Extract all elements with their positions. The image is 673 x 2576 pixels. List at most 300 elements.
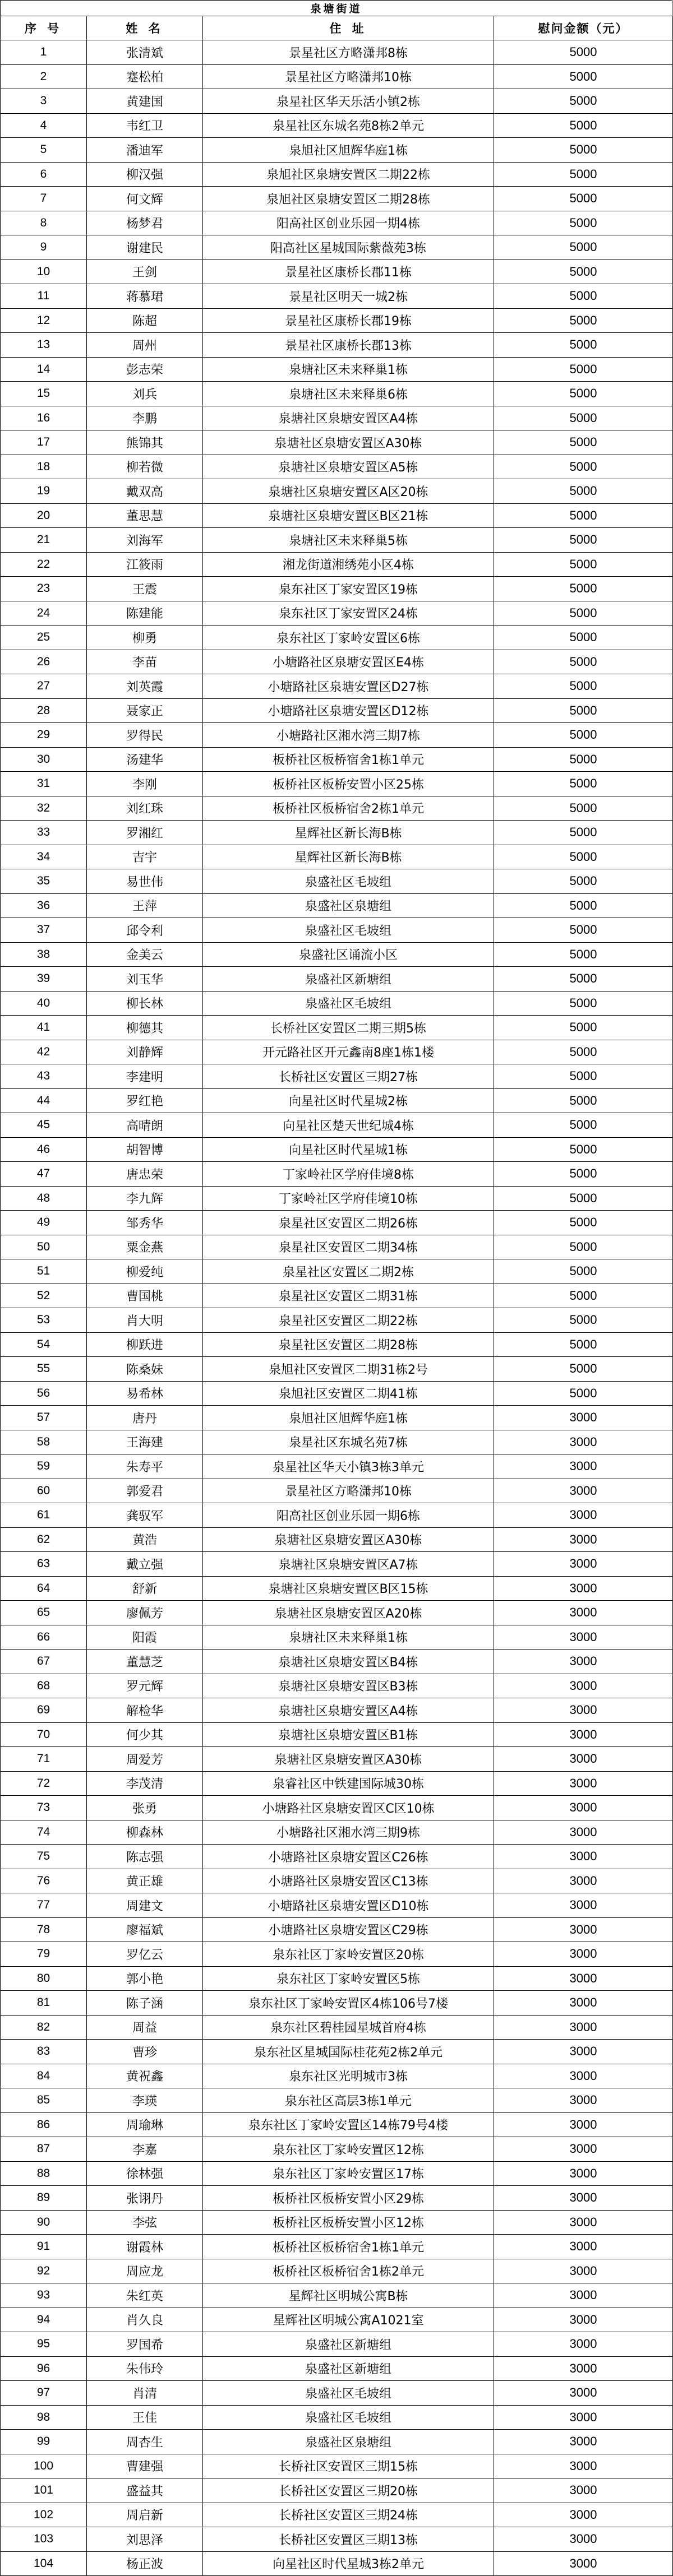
cell-name: 董思慧 <box>87 503 203 528</box>
table-row <box>1 918 673 943</box>
cell-amount: 5000 <box>494 845 673 869</box>
cell-address: 泉旭社区安置区二期31栋2号 <box>203 1357 494 1382</box>
cell-seq: 77 <box>1 1893 87 1918</box>
cell-name: 张勇 <box>87 1796 203 1820</box>
cell-amount: 5000 <box>494 113 673 138</box>
cell-amount: 3000 <box>494 2381 673 2406</box>
sheet-title: 泉塘街道 <box>0 0 672 16</box>
table-row <box>1 772 673 796</box>
cell-seq: 47 <box>1 1162 87 1187</box>
cell-name: 蒋慕珺 <box>87 284 203 309</box>
cell-seq: 18 <box>1 455 87 479</box>
cell-amount: 3000 <box>494 2527 673 2552</box>
table-row <box>1 991 673 1016</box>
cell-seq: 71 <box>1 1747 87 1772</box>
table-row <box>1 1722 673 1747</box>
cell-seq: 95 <box>1 2332 87 2357</box>
cell-seq: 21 <box>1 528 87 553</box>
cell-address: 板桥社区板桥宿舍1栋2单元 <box>203 2259 494 2283</box>
cell-address: 长桥社区安置区三期27栋 <box>203 1064 494 1089</box>
cell-amount: 3000 <box>494 2235 673 2259</box>
table-row <box>1 2161 673 2186</box>
table-row <box>1 1698 673 1723</box>
cell-seq: 87 <box>1 2137 87 2162</box>
cell-address: 向星社区时代星城1栋 <box>203 1137 494 1162</box>
cell-amount: 3000 <box>494 2332 673 2357</box>
cell-amount: 5000 <box>494 528 673 553</box>
cell-amount: 5000 <box>494 796 673 821</box>
cell-name: 郭小艳 <box>87 1966 203 1991</box>
cell-seq: 34 <box>1 845 87 869</box>
table-row <box>1 503 673 528</box>
table-row <box>1 1601 673 1625</box>
table-row <box>1 1357 673 1382</box>
cell-seq: 102 <box>1 2503 87 2527</box>
cell-amount: 3000 <box>494 2430 673 2454</box>
table-row <box>1 2478 673 2503</box>
cell-seq: 75 <box>1 1845 87 1869</box>
table-row <box>1 2454 673 2478</box>
cell-address: 泉东社区高层3栋1单元 <box>203 2088 494 2113</box>
cell-seq: 59 <box>1 1454 87 1479</box>
cell-address: 泉旭社区安置区二期41栋 <box>203 1381 494 1406</box>
table-row <box>1 1674 673 1698</box>
table-row <box>1 1332 673 1357</box>
table-row <box>1 1942 673 1967</box>
cell-amount: 5000 <box>494 1357 673 1382</box>
cell-name: 解检华 <box>87 1698 203 1723</box>
cell-amount: 5000 <box>494 211 673 235</box>
cell-address: 小塘路社区泉塘安置区E4栋 <box>203 650 494 674</box>
cell-name: 韦红卫 <box>87 113 203 138</box>
cell-name: 徐林强 <box>87 2161 203 2186</box>
cell-seq: 103 <box>1 2527 87 2552</box>
table-row <box>1 382 673 406</box>
cell-seq: 23 <box>1 577 87 601</box>
cell-address: 景星社区方略潇邦10栋 <box>203 64 494 89</box>
cell-address: 小塘路社区泉塘安置区D12栋 <box>203 698 494 723</box>
table-row <box>1 1796 673 1820</box>
table-row <box>1 2551 673 2576</box>
cell-address: 泉塘社区泉塘安置区A30栋 <box>203 430 494 455</box>
table-row <box>1 1771 673 1796</box>
cell-seq: 42 <box>1 1040 87 1064</box>
cell-name: 戴立强 <box>87 1552 203 1577</box>
cell-name: 李茂清 <box>87 1771 203 1796</box>
table-row <box>1 1186 673 1211</box>
cell-address: 阳高社区创业乐园一期6栋 <box>203 1503 494 1528</box>
cell-name: 黄祝鑫 <box>87 2064 203 2088</box>
cell-seq: 51 <box>1 1259 87 1284</box>
cell-amount: 5000 <box>494 991 673 1016</box>
cell-name: 彭志荣 <box>87 357 203 382</box>
cell-amount: 5000 <box>494 138 673 163</box>
table-row <box>1 1284 673 1308</box>
cell-address: 景星社区方略潇邦10栋 <box>203 1479 494 1503</box>
cell-seq: 30 <box>1 747 87 772</box>
cell-seq: 7 <box>1 187 87 211</box>
cell-address: 开元路社区开元鑫南8座1栋1楼 <box>203 1040 494 1064</box>
table-row <box>1 1576 673 1601</box>
cell-seq: 80 <box>1 1966 87 1991</box>
cell-seq: 6 <box>1 162 87 187</box>
cell-amount: 5000 <box>494 1381 673 1406</box>
cell-address: 泉塘社区泉塘安置区A30栋 <box>203 1747 494 1772</box>
table-row <box>1 333 673 358</box>
cell-seq: 19 <box>1 479 87 504</box>
cell-name: 何文辉 <box>87 187 203 211</box>
cell-name: 谢建民 <box>87 235 203 260</box>
cell-address: 泉东社区丁家岭安置区17栋 <box>203 2161 494 2186</box>
cell-address: 泉盛社区泉塘组 <box>203 893 494 918</box>
cell-name: 陈志强 <box>87 1845 203 1869</box>
cell-seq: 88 <box>1 2161 87 2186</box>
cell-seq: 82 <box>1 2015 87 2040</box>
cell-seq: 24 <box>1 601 87 626</box>
cell-amount: 3000 <box>494 2040 673 2064</box>
cell-name: 廖福斌 <box>87 1917 203 1942</box>
cell-seq: 90 <box>1 2210 87 2235</box>
cell-name: 刘静辉 <box>87 1040 203 1064</box>
cell-seq: 17 <box>1 430 87 455</box>
table-row <box>1 187 673 211</box>
cell-name: 张清斌 <box>87 40 203 65</box>
cell-amount: 5000 <box>494 650 673 674</box>
table-row <box>1 674 673 699</box>
cell-address: 小塘路社区泉塘安置区C13栋 <box>203 1869 494 1893</box>
cell-amount: 3000 <box>494 1869 673 1893</box>
cell-seq: 36 <box>1 893 87 918</box>
table-row <box>1 601 673 626</box>
cell-amount: 5000 <box>494 40 673 65</box>
header-row <box>1 16 673 40</box>
cell-name: 潘迪军 <box>87 138 203 163</box>
table-row <box>1 2015 673 2040</box>
cell-seq: 65 <box>1 1601 87 1625</box>
cell-address: 泉睿社区中铁建国际城30栋 <box>203 1771 494 1796</box>
cell-name: 陈建能 <box>87 601 203 626</box>
cell-amount: 5000 <box>494 1088 673 1113</box>
cell-amount: 3000 <box>494 2137 673 2162</box>
table-row <box>1 2137 673 2162</box>
cell-seq: 101 <box>1 2478 87 2503</box>
cell-amount: 3000 <box>494 1406 673 1430</box>
table-row <box>1 2040 673 2064</box>
table-row <box>1 1966 673 1991</box>
cell-address: 长桥社区安置区三期13栋 <box>203 2527 494 2552</box>
cell-seq: 89 <box>1 2186 87 2211</box>
table-row <box>1 626 673 650</box>
table-row <box>1 2112 673 2137</box>
cell-address: 泉旭社区泉塘安置区二期28栋 <box>203 187 494 211</box>
table-row <box>1 2308 673 2332</box>
cell-name: 柳爱纯 <box>87 1259 203 1284</box>
table-row <box>1 2381 673 2406</box>
cell-name: 朱红英 <box>87 2283 203 2308</box>
cell-amount: 5000 <box>494 942 673 967</box>
cell-name: 柳森林 <box>87 1820 203 1845</box>
cell-seq: 20 <box>1 503 87 528</box>
cell-seq: 32 <box>1 796 87 821</box>
cell-amount: 5000 <box>494 674 673 699</box>
cell-seq: 33 <box>1 821 87 845</box>
cell-name: 盛益其 <box>87 2478 203 2503</box>
cell-seq: 14 <box>1 357 87 382</box>
cell-address: 泉星社区东城名苑8栋2单元 <box>203 113 494 138</box>
cell-amount: 5000 <box>494 1040 673 1064</box>
cell-amount: 5000 <box>494 577 673 601</box>
table-row <box>1 1211 673 1235</box>
cell-amount: 3000 <box>494 2478 673 2503</box>
cell-amount: 3000 <box>494 2356 673 2381</box>
cell-address: 泉盛社区新塘组 <box>203 2356 494 2381</box>
cell-name: 李苗 <box>87 650 203 674</box>
cell-name: 何少其 <box>87 1722 203 1747</box>
table-row <box>1 1893 673 1918</box>
cell-name: 罗得民 <box>87 723 203 748</box>
cell-address: 星辉社区新长海B栋 <box>203 821 494 845</box>
cell-address: 向星社区时代星城3栋2单元 <box>203 2551 494 2576</box>
cell-amount: 3000 <box>494 1601 673 1625</box>
table-row <box>1 1235 673 1259</box>
cell-name: 杨正波 <box>87 2551 203 2576</box>
cell-address: 泉盛社区毛坡组 <box>203 869 494 894</box>
cell-name: 聂家正 <box>87 698 203 723</box>
cell-address: 景星社区康桥长郡19栋 <box>203 308 494 333</box>
cell-address: 泉塘社区泉塘安置区A4栋 <box>203 1698 494 1723</box>
cell-amount: 5000 <box>494 162 673 187</box>
cell-address: 泉塘社区泉塘安置区B区21栋 <box>203 503 494 528</box>
cell-seq: 10 <box>1 260 87 284</box>
cell-address: 泉东社区丁家岭安置区14栋79号4楼 <box>203 2112 494 2137</box>
cell-address: 泉旭社区旭辉华庭1栋 <box>203 138 494 163</box>
cell-address: 小塘路社区湘水湾三期7栋 <box>203 723 494 748</box>
table-row <box>1 2503 673 2527</box>
cell-amount: 5000 <box>494 357 673 382</box>
cell-address: 泉旭社区旭辉华庭1栋 <box>203 1406 494 1430</box>
cell-amount: 5000 <box>494 455 673 479</box>
cell-name: 周州 <box>87 333 203 358</box>
table-row <box>1 1845 673 1869</box>
cell-seq: 41 <box>1 1016 87 1040</box>
header-seq: 序 号 <box>1 16 87 40</box>
cell-name: 陈桑妹 <box>87 1357 203 1382</box>
cell-name: 高晴朗 <box>87 1113 203 1138</box>
cell-seq: 86 <box>1 2112 87 2137</box>
table-row <box>1 2356 673 2381</box>
table-row <box>1 1137 673 1162</box>
cell-seq: 40 <box>1 991 87 1016</box>
cell-name: 柳勇 <box>87 626 203 650</box>
cell-seq: 73 <box>1 1796 87 1820</box>
cell-amount: 5000 <box>494 967 673 992</box>
cell-name: 王海建 <box>87 1430 203 1454</box>
cell-amount: 5000 <box>494 89 673 114</box>
table-row <box>1 260 673 284</box>
cell-name: 周益 <box>87 2015 203 2040</box>
cell-address: 泉东社区丁家岭安置区4栋106号7楼 <box>203 1991 494 2016</box>
cell-amount: 5000 <box>494 1162 673 1187</box>
cell-amount: 3000 <box>494 2161 673 2186</box>
cell-seq: 78 <box>1 1917 87 1942</box>
cell-seq: 39 <box>1 967 87 992</box>
cell-amount: 5000 <box>494 869 673 894</box>
cell-address: 泉星社区安置区二期31栋 <box>203 1284 494 1308</box>
cell-seq: 69 <box>1 1698 87 1723</box>
cell-seq: 11 <box>1 284 87 309</box>
cell-address: 泉塘社区未来释巢1栋 <box>203 1625 494 1650</box>
cell-name: 刘思泽 <box>87 2527 203 2552</box>
cell-address: 泉东社区碧桂园星城首府4栋 <box>203 2015 494 2040</box>
table-row <box>1 113 673 138</box>
cell-seq: 44 <box>1 1088 87 1113</box>
cell-name: 周瑜琳 <box>87 2112 203 2137</box>
cell-amount: 3000 <box>494 2112 673 2137</box>
cell-address: 板桥社区板桥宿舍1栋1单元 <box>203 2235 494 2259</box>
cell-seq: 99 <box>1 2430 87 2454</box>
cell-seq: 68 <box>1 1674 87 1698</box>
cell-name: 吉宇 <box>87 845 203 869</box>
cell-name: 蹇松柏 <box>87 64 203 89</box>
cell-address: 泉塘社区泉塘安置区B区15栋 <box>203 1576 494 1601</box>
cell-name: 罗亿云 <box>87 1942 203 1967</box>
cell-name: 陈子涵 <box>87 1991 203 2016</box>
table-row <box>1 64 673 89</box>
cell-seq: 57 <box>1 1406 87 1430</box>
cell-amount: 3000 <box>494 1698 673 1723</box>
cell-seq: 61 <box>1 1503 87 1528</box>
table-row <box>1 1088 673 1113</box>
cell-amount: 3000 <box>494 1722 673 1747</box>
cell-seq: 74 <box>1 1820 87 1845</box>
table-row <box>1 1991 673 2016</box>
cell-name: 刘海军 <box>87 528 203 553</box>
table-row <box>1 2210 673 2235</box>
cell-seq: 29 <box>1 723 87 748</box>
cell-amount: 5000 <box>494 772 673 796</box>
cell-name: 柳跃进 <box>87 1332 203 1357</box>
cell-amount: 5000 <box>494 893 673 918</box>
table-row <box>1 942 673 967</box>
cell-amount: 3000 <box>494 1966 673 1991</box>
cell-name: 胡智博 <box>87 1137 203 1162</box>
cell-name: 陈超 <box>87 308 203 333</box>
cell-seq: 12 <box>1 308 87 333</box>
table-row <box>1 869 673 894</box>
cell-seq: 92 <box>1 2259 87 2283</box>
table-row <box>1 1113 673 1138</box>
cell-amount: 3000 <box>494 2405 673 2430</box>
cell-amount: 5000 <box>494 918 673 943</box>
cell-amount: 5000 <box>494 698 673 723</box>
table-row <box>1 1381 673 1406</box>
cell-seq: 79 <box>1 1942 87 1967</box>
cell-amount: 3000 <box>494 1747 673 1772</box>
cell-amount: 5000 <box>494 1332 673 1357</box>
cell-name: 朱伟玲 <box>87 2356 203 2381</box>
cell-address: 泉塘社区泉塘安置区B4栋 <box>203 1650 494 1674</box>
cell-name: 郭爱君 <box>87 1479 203 1503</box>
cell-amount: 3000 <box>494 1674 673 1698</box>
cell-name: 邱令利 <box>87 918 203 943</box>
cell-amount: 3000 <box>494 2551 673 2576</box>
relief-table <box>0 16 673 2576</box>
cell-name: 王萍 <box>87 893 203 918</box>
table-row <box>1 1527 673 1552</box>
cell-amount: 5000 <box>494 187 673 211</box>
cell-amount: 5000 <box>494 308 673 333</box>
cell-seq: 81 <box>1 1991 87 2016</box>
cell-seq: 70 <box>1 1722 87 1747</box>
table-row <box>1 1820 673 1845</box>
cell-amount: 3000 <box>494 1771 673 1796</box>
cell-address: 湘龙街道湘绣苑小区4栋 <box>203 552 494 577</box>
cell-name: 王震 <box>87 577 203 601</box>
cell-address: 星辉社区新长海B栋 <box>203 845 494 869</box>
table-row <box>1 1747 673 1772</box>
cell-name: 张诩丹 <box>87 2186 203 2211</box>
cell-seq: 4 <box>1 113 87 138</box>
cell-seq: 9 <box>1 235 87 260</box>
table-row <box>1 723 673 748</box>
cell-seq: 46 <box>1 1137 87 1162</box>
cell-name: 罗湘红 <box>87 821 203 845</box>
cell-amount: 3000 <box>494 1991 673 2016</box>
table-row <box>1 430 673 455</box>
table-row <box>1 308 673 333</box>
cell-name: 廖佩芳 <box>87 1601 203 1625</box>
cell-name: 易世伟 <box>87 869 203 894</box>
cell-name: 柳汉强 <box>87 162 203 187</box>
cell-amount: 3000 <box>494 1552 673 1577</box>
cell-seq: 76 <box>1 1869 87 1893</box>
cell-address: 小塘路社区泉塘安置区C29栋 <box>203 1917 494 1942</box>
cell-address: 泉盛社区新塘组 <box>203 967 494 992</box>
cell-seq: 62 <box>1 1527 87 1552</box>
cell-amount: 5000 <box>494 552 673 577</box>
cell-name: 李瑛 <box>87 2088 203 2113</box>
cell-amount: 5000 <box>494 601 673 626</box>
cell-name: 谢霞林 <box>87 2235 203 2259</box>
cell-name: 柳若微 <box>87 455 203 479</box>
table-row <box>1 1308 673 1333</box>
table-row <box>1 2186 673 2211</box>
table-row <box>1 2332 673 2357</box>
table-row <box>1 1064 673 1089</box>
table-row <box>1 967 673 992</box>
cell-address: 小塘路社区湘水湾三期9栋 <box>203 1820 494 1845</box>
cell-address: 板桥社区板桥宿舍1栋1单元 <box>203 747 494 772</box>
table-row <box>1 2088 673 2113</box>
cell-seq: 45 <box>1 1113 87 1138</box>
cell-address: 泉盛社区新塘组 <box>203 2332 494 2357</box>
cell-address: 泉盛社区诵流小区 <box>203 942 494 967</box>
cell-seq: 15 <box>1 382 87 406</box>
cell-amount: 5000 <box>494 430 673 455</box>
cell-address: 泉东社区丁家岭安置区12栋 <box>203 2137 494 2162</box>
cell-address: 泉旭社区泉塘安置区二期22栋 <box>203 162 494 187</box>
cell-amount: 3000 <box>494 1454 673 1479</box>
cell-seq: 96 <box>1 2356 87 2381</box>
cell-seq: 54 <box>1 1332 87 1357</box>
cell-address: 泉东社区丁家岭安置区5栋 <box>203 1966 494 1991</box>
table-row <box>1 455 673 479</box>
cell-amount: 3000 <box>494 2503 673 2527</box>
cell-seq: 3 <box>1 89 87 114</box>
cell-amount: 5000 <box>494 382 673 406</box>
table-row <box>1 2405 673 2430</box>
table-row <box>1 2430 673 2454</box>
